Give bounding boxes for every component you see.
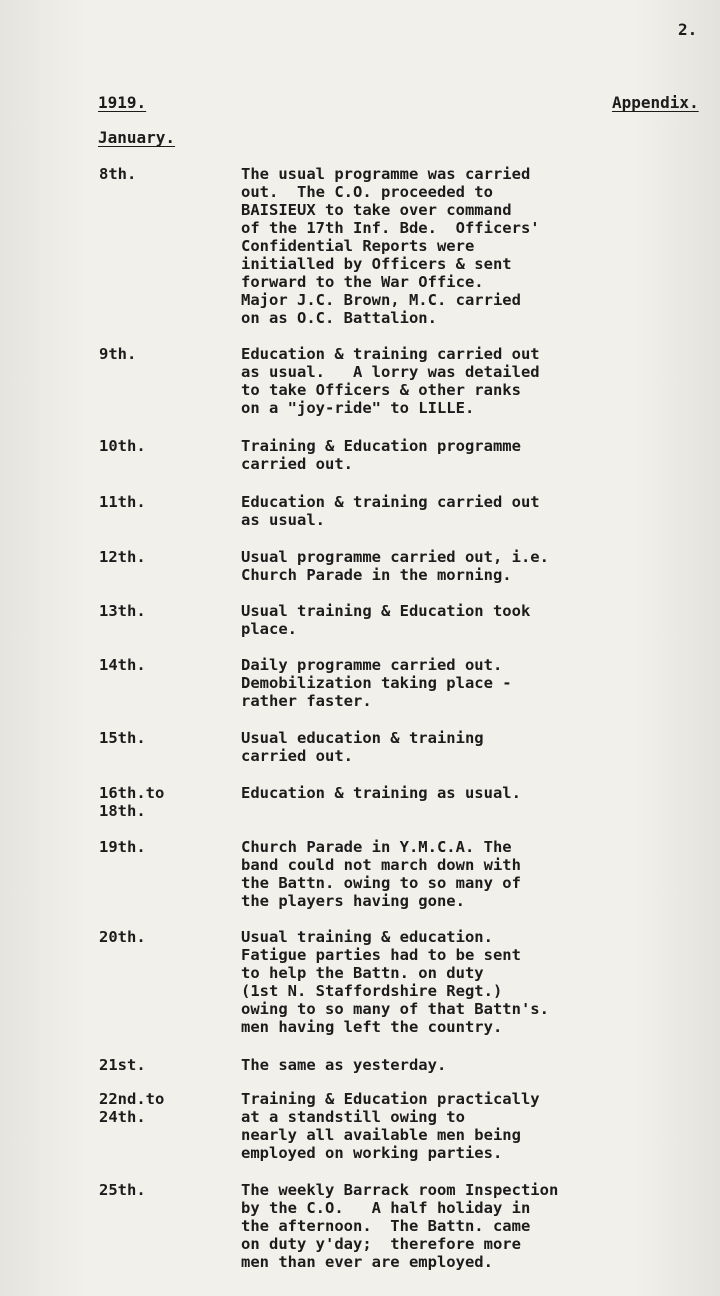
entry-date: 11th. — [99, 493, 146, 511]
entry-date: 10th. — [99, 437, 146, 455]
entry-date: 9th. — [99, 345, 137, 363]
year-heading: 1919. — [98, 93, 147, 112]
entry-date: 8th. — [99, 165, 137, 183]
entry-date: 21st. — [99, 1056, 146, 1074]
entry-date: 20th. — [99, 928, 146, 946]
entry-text: Church Parade in Y.M.C.A. The band could not march down with the Battn. owing to so many of the players having gone. — [241, 838, 521, 910]
entry-text: Education & training carried out as usual. A lorry was detailed to take Officers & other ranks on a "joy-ride" to LILLE. — [241, 345, 540, 417]
entry-date: 13th. — [99, 602, 146, 620]
entry-text: Education & training carried out as usual. — [241, 493, 540, 529]
entry-text: Usual training & education. Fatigue parties had to be sent to help the Battn. on duty (1st N. Staffordshire Regt.) owing to so many of that Battn's. men having left the country. — [241, 928, 549, 1036]
entry-text: The usual programme was carried out. The C.O. proceeded to BAISIEUX to take over command of the 17th Inf. Bde. Officers' Confidential Reports were initialled by Officers & sent forward to the War Office. Major J.C. Brown, M.C. carried on as O.C. Battalion. — [241, 165, 540, 327]
entry-text: The same as yesterday. — [241, 1056, 447, 1074]
entry-date: 22nd.to 24th. — [99, 1090, 165, 1126]
entry-text: Usual programme carried out, i.e. Church Parade in the morning. — [241, 548, 549, 584]
entry-text: Usual training & Education took place. — [241, 602, 531, 638]
entry-date: 25th. — [99, 1181, 146, 1199]
month-heading: January. — [98, 128, 176, 147]
entry-text: The weekly Barrack room Inspection by the C.O. A half holiday in the afternoon. The Battn. came on duty y'day; therefore more men than ever are employed. — [241, 1181, 559, 1271]
entry-date: 19th. — [99, 838, 146, 856]
appendix-heading: Appendix. — [612, 93, 699, 112]
entry-date: 16th.to 18th. — [99, 784, 165, 820]
entry-date: 12th. — [99, 548, 146, 566]
entry-text: Usual education & training carried out. — [241, 729, 484, 765]
entry-date: 14th. — [99, 656, 146, 674]
entry-text: Training & Education practically at a standstill owing to nearly all available men being employed on working parties. — [241, 1090, 540, 1162]
entry-date: 15th. — [99, 729, 146, 747]
page-number: 2. — [678, 20, 698, 39]
entry-text: Daily programme carried out. Demobilization taking place - rather faster. — [241, 656, 512, 710]
entry-text: Education & training as usual. — [241, 784, 521, 802]
entry-text: Training & Education programme carried out. — [241, 437, 521, 473]
